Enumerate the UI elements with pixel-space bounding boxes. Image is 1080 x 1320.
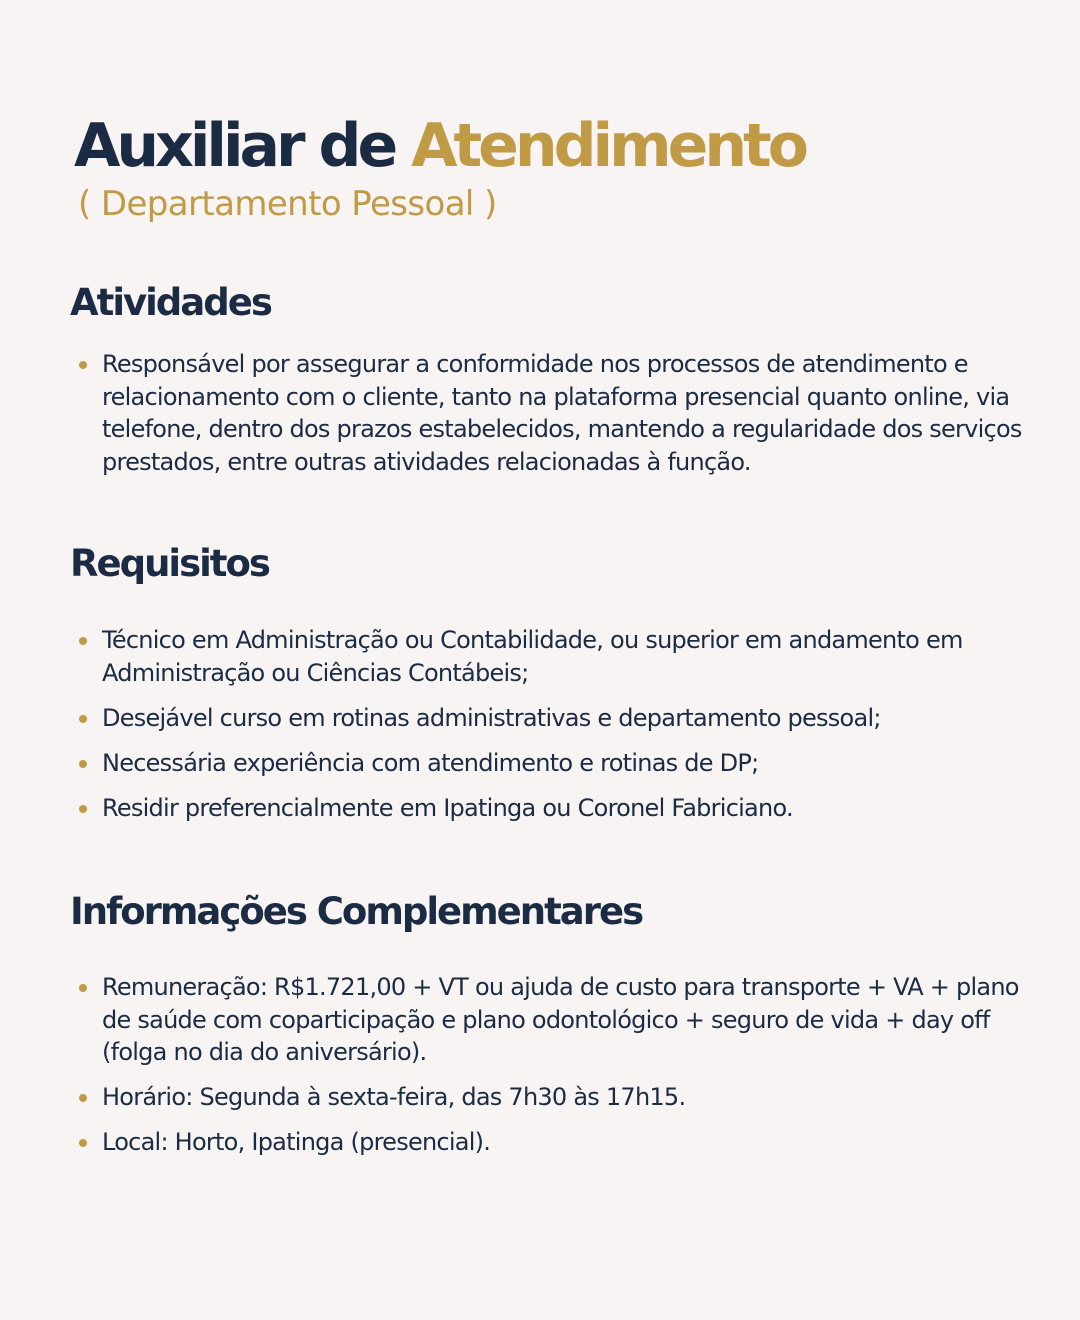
list-item-text: Local: Horto, Ipatinga (presencial). — [102, 1128, 491, 1156]
bullet-dot-icon — [79, 361, 87, 369]
requisitos-list — [78, 624, 1038, 837]
bullet-dot-icon — [79, 715, 87, 723]
list-item-text: Horário: Segunda à sexta-feira, das 7h30 às 17h15. — [102, 1083, 686, 1111]
informacoes-list — [78, 971, 1038, 1171]
job-title — [74, 108, 805, 184]
bullet-dot-icon — [79, 1094, 87, 1102]
section-title-atividades: Atividades — [70, 281, 271, 324]
list-item-text: Responsável por assegurar a conformidade nos processos de atendimento e relacionamento com o cliente, tanto na plataforma presencial quanto online, via telefone, dentro dos prazos estabelecidos, mantendo a regularidade dos serviços prestados, entre outras atividades relacionadas à função. — [102, 350, 1022, 476]
list-item-text: Necessária experiência com atendimento e rotinas de DP; — [102, 748, 759, 777]
atividades-list — [78, 348, 1038, 491]
job-title-accent: Atendimento — [411, 111, 805, 181]
list-item — [78, 1081, 1038, 1114]
section-title-requisitos: Requisitos — [70, 542, 269, 585]
list-item-text: Remuneração: R$1.721,00 + VT ou ajuda de custo para transporte + VA + plano de saúde com coparticipação e plano odontológico + seguro de vida + day off (folga no dia do aniversário). — [102, 973, 1019, 1066]
job-subtitle: ( Departamento Pessoal ) — [78, 184, 497, 224]
list-item — [78, 348, 1038, 478]
bullet-dot-icon — [79, 637, 87, 645]
list-item — [78, 624, 1038, 689]
job-title-main: Auxiliar de — [74, 111, 395, 181]
list-item — [78, 792, 1038, 825]
bullet-dot-icon — [79, 1139, 87, 1147]
bullet-dot-icon — [79, 984, 87, 992]
list-item-text: Residir preferencialmente em Ipatinga ou Coronel Fabriciano. — [102, 793, 793, 822]
section-title-informacoes: Informações Complementares — [70, 890, 643, 933]
bullet-dot-icon — [79, 805, 87, 813]
list-item-text: Desejável curso em rotinas administrativas e departamento pessoal; — [102, 703, 881, 732]
list-item — [78, 1126, 1038, 1159]
list-item — [78, 702, 1038, 735]
list-item-text: Técnico em Administração ou Contabilidade, ou superior em andamento em Administração ou Ciências Contábeis; — [102, 626, 963, 687]
list-item — [78, 971, 1038, 1069]
list-item — [78, 747, 1038, 780]
bullet-dot-icon — [79, 760, 87, 768]
